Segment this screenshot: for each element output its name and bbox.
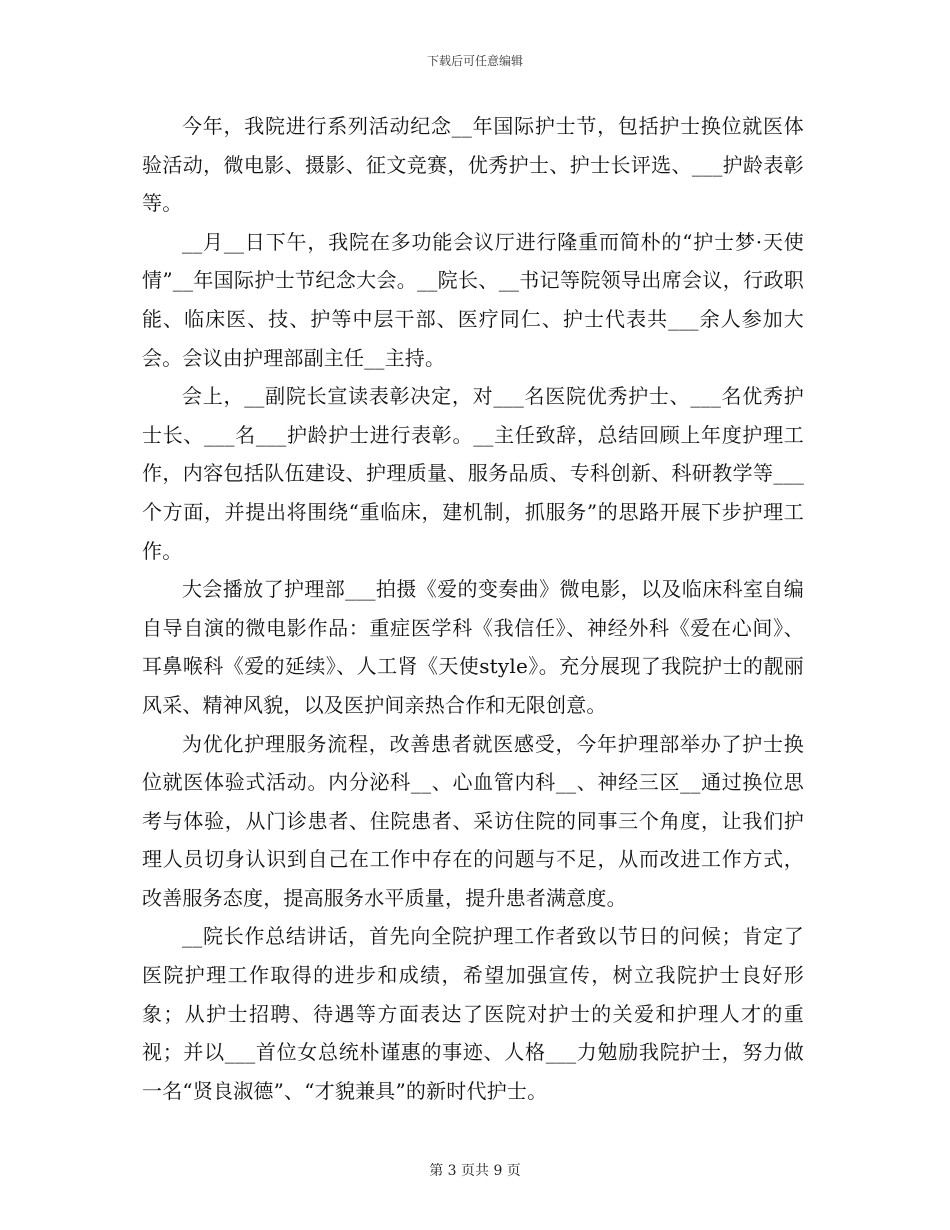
paragraph-2: __月__日下午，我院在多功能会议厅进行隆重而简朴的“护士梦·天使情”__年国际护士节纪念大会。__院长、__书记等院领导出席会议，行政职能、临床医、技、护等中层干部、医疗同仁、护士代表共___余人参加大会。会议由护理部副主任__主持。 [142,229,804,370]
page-header-note: 下载后可任意编辑 [426,54,523,68]
page-footer-number: 第 3 页共 9 页 [429,1163,521,1179]
paragraph-4: 大会播放了护理部___拍摄《爱的变奏曲》微电影，以及临床科室自编自导自演的微电影作品：重症医学科《我信任》、神经外科《爱在心间》、耳鼻喉科《爱的延续》、人工肾《天使style》。充分展现了我院护士的靓丽风采、精神风貌，以及医护间亲热合作和无限创意。 [142,577,804,717]
paragraph-3: 会上，__副院长宣读表彰决定，对___名医院优秀护士、___名优秀护士长、___名___护龄护士进行表彰。__主任致辞，总结回顾上年度护理工作，内容包括队伍建设、护理质量、服务品质、专科创新、科研教学等___个方面，并提出将围绕“重临床，建机制，抓服务”的思路开展下步护理工作。 [142,384,804,563]
paragraph-1: 今年，我院进行系列活动纪念__年国际护士节，包括护士换位就医体验活动，微电影、摄影、征文竞赛，优秀护士、护士长评选、___护龄表彰等。 [142,114,804,216]
paragraph-6: __院长作总结讲话，首先向全院护理工作者致以节日的问候；肯定了医院护理工作取得的进步和成绩，希望加强宣传，树立我院护士良好形象；从护士招聘、待遇等方面表达了医院对护士的关爱和护理人才的重视；并以___首位女总统朴谨惠的事迹、人格___力勉励我院护士，努力做一名“贤良淑德”、“才貌兼具”的新时代护士。 [142,924,804,1103]
document-body [142,107,804,1110]
paragraph-5: 为优化护理服务流程，改善患者就医感受，今年护理部举办了护士换位就医体验式活动。内分泌科__、心血管内科__、神经三区__通过换位思考与体验，从门诊患者、住院患者、采访住院的同事三个角度，让我们护理人员切身认识到自己在工作中存在的问题与不足，从而改进工作方式，改善服务态度，提高服务水平质量，提升患者满意度。 [142,731,804,910]
